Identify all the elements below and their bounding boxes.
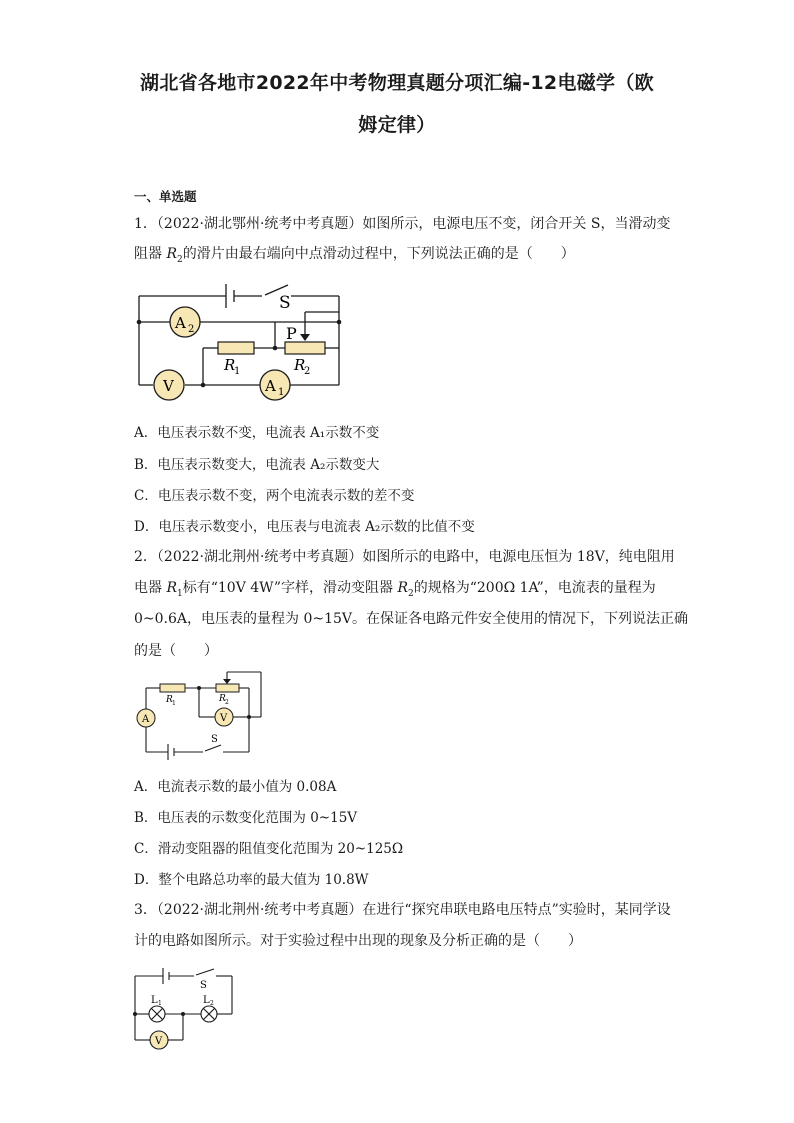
q1-r1-label: R: [224, 356, 236, 374]
q1-circuit-diagram: [130, 278, 350, 403]
q2-stem-text: 电器: [134, 580, 167, 596]
q3-voltmeter-label: V: [155, 1036, 163, 1047]
page-title-line1: 湖北省各地市2022年中考物理真题分项汇编-12电磁学（欧: [140, 72, 654, 94]
q2-r2-subscript: 2: [225, 699, 229, 706]
q1-ammeter-a1-label: A: [265, 377, 276, 395]
q1-stem-symbol: R: [166, 246, 177, 262]
q2-stem-subscript-2: 2: [407, 588, 414, 599]
q1-stem-text: 阻器: [134, 246, 167, 262]
q3-l1-subscript: 1: [158, 1000, 162, 1007]
q2-r1-subscript: 1: [172, 700, 176, 707]
q3-l1-label: L: [151, 995, 158, 1006]
section-heading: 一、单选题: [134, 189, 197, 204]
q2-stem-symbol-2: R: [397, 580, 408, 596]
q1-stem-line1: 1．（2022·湖北鄂州·统考中考真题）如图所示，电源电压不变，闭合开关 S，当滑动变: [134, 216, 671, 232]
q2-option-b: B．电压表的示数变化范围为 0~15V: [134, 810, 358, 826]
q3-stem-line1: 3．（2022·湖北荆州·统考中考真题）在进行“探究串联电路电压特点”实验时，某同学设: [134, 902, 671, 918]
q3-l2-label: L: [203, 995, 210, 1006]
q2-stem-text-3: 的规格为“200Ω 1A”，电流表的量程为: [413, 580, 656, 596]
q1-slider-label: P: [286, 324, 297, 343]
q1-stem-text-2: 的滑片由最右端向中点滑动过程中，下列说法正确的是（ ）: [182, 246, 575, 262]
q1-stem-subscript: 2: [177, 254, 183, 265]
q2-r1-label: R: [166, 695, 173, 705]
q2-stem-subscript: 1: [177, 588, 183, 599]
q2-option-d: D．整个电路总功率的最大值为 10.8W: [134, 872, 369, 888]
q2-ammeter-label: A: [142, 714, 150, 725]
q1-switch-label: S: [279, 293, 291, 313]
q2-stem-line3: 0~0.6A，电压表的量程为 0~15V。在保证各电路元件安全使用的情况下，下列说法正确: [134, 611, 689, 627]
q2-stem-line1: 2．（2022·湖北荆州·统考中考真题）如图所示的电路中，电源电压恒为 18V，纯电阻用: [134, 549, 675, 565]
q1-option-a: A．电压表示数不变，电流表 A₁示数不变: [134, 425, 380, 441]
q1-option-b: B．电压表示数变大，电流表 A₂示数变大: [134, 457, 380, 473]
q2-switch-label: S: [211, 734, 218, 745]
q1-option-c: C．电压表示数不变，两个电流表示数的差不变: [134, 488, 415, 504]
q2-r2-label: R: [219, 694, 226, 704]
q2-stem-text-2: 标有“10V 4W”字样，滑动变阻器: [182, 580, 398, 596]
q1-r1-subscript: 1: [234, 366, 241, 377]
q3-circuit-diagram: [128, 962, 243, 1052]
q3-switch-label: S: [200, 980, 207, 991]
q1-option-d: D．电压表示数变小，电压表与电流表 A₂示数的比值不变: [134, 519, 475, 535]
q3-stem-line2: 计的电路如图所示。对于实验过程中出现的现象及分析正确的是（ ）: [134, 933, 582, 949]
q2-stem-symbol: R: [166, 580, 177, 596]
q1-voltmeter-label: V: [163, 377, 174, 395]
q2-option-c: C．滑动变阻器的阻值变化范围为 20~125Ω: [134, 841, 404, 857]
page-title-line2: 姆定律）: [358, 114, 436, 136]
q1-r2-label: R: [294, 356, 306, 374]
q2-stem-line4: 的是（ ）: [134, 643, 218, 659]
q1-r2-subscript: 2: [304, 366, 311, 377]
q2-stem-line2: [134, 577, 656, 599]
q2-voltmeter-label: V: [220, 713, 228, 724]
q1-ammeter-a2-label: A: [175, 314, 186, 332]
q3-l2-subscript: 2: [210, 1000, 214, 1007]
q2-option-a: A．电流表示数的最小值为 0.08A: [134, 779, 337, 795]
q2-circuit-diagram: [133, 670, 258, 765]
q1-ammeter-a2-subscript: 2: [188, 324, 195, 335]
q1-ammeter-a1-subscript: 1: [278, 387, 285, 398]
q1-stem-line2: [134, 243, 575, 265]
